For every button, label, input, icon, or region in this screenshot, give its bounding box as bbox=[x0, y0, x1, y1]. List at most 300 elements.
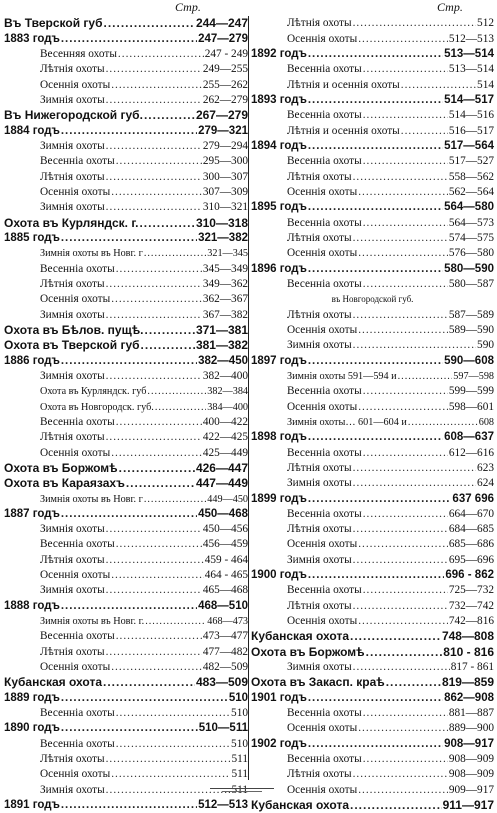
leader-dots bbox=[111, 568, 204, 583]
entry-pages: 295—300 bbox=[202, 155, 248, 168]
entry-pages: 748—808 bbox=[441, 629, 494, 644]
entry-label: Лѣтнія охоты bbox=[40, 753, 105, 766]
index-column-left bbox=[4, 16, 249, 812]
entry-pages: 612—616 bbox=[448, 446, 494, 459]
entry-pages: 449—450 bbox=[207, 493, 248, 505]
index-entry bbox=[251, 108, 494, 123]
entry-pages: 450—468 bbox=[198, 507, 248, 520]
index-entry bbox=[251, 736, 494, 751]
entry-label: 1883 годъ bbox=[4, 32, 60, 45]
entry-label: Зимнія охоты bbox=[40, 369, 105, 382]
entry-pages: 598—601 bbox=[448, 400, 494, 413]
leader-dots bbox=[116, 737, 230, 752]
index-entry bbox=[4, 384, 248, 399]
entry-label: Лѣтнія охоты bbox=[287, 523, 352, 536]
leader-dots bbox=[363, 384, 448, 399]
entry-pages: 608—637 bbox=[444, 431, 494, 444]
leader-dots bbox=[398, 369, 453, 384]
entry-label: 1892 годъ bbox=[251, 47, 307, 60]
end-rule-short bbox=[222, 791, 262, 792]
index-entry bbox=[4, 614, 248, 629]
index-entry bbox=[251, 292, 494, 307]
leader-dots bbox=[61, 798, 197, 813]
entry-label: Зимнія охоты bbox=[40, 584, 105, 597]
entry-label: 1889 годъ bbox=[4, 691, 60, 704]
entry-pages: 513—514 bbox=[448, 63, 494, 76]
index-entry bbox=[4, 461, 248, 476]
entry-pages: 249—255 bbox=[202, 63, 248, 76]
entry-pages: 425—449 bbox=[202, 446, 248, 459]
entry-pages: 512 bbox=[477, 17, 494, 30]
entry-pages: 908—909 bbox=[448, 768, 494, 781]
entry-label: Весенніа охоты bbox=[40, 155, 115, 168]
index-entry bbox=[4, 169, 248, 184]
index-entry bbox=[251, 353, 494, 368]
entry-label: Лѣтнія и осеннія охоты bbox=[287, 124, 400, 137]
page-column-header-left: Стр. bbox=[175, 0, 201, 14]
entry-pages: 465—468 bbox=[202, 584, 248, 597]
entry-label: Весенніа охоты bbox=[287, 109, 362, 122]
entry-label: 1886 годъ bbox=[4, 354, 60, 367]
entry-label: Зимнія охоты bbox=[287, 553, 352, 566]
leader-dots bbox=[353, 660, 450, 675]
entry-pages: 321—345 bbox=[207, 248, 248, 260]
leader-dots bbox=[363, 108, 448, 123]
entry-pages: 381—382 bbox=[195, 338, 248, 353]
entry-pages: 262—279 bbox=[202, 93, 248, 106]
entry-label: Весенніа охоты bbox=[40, 737, 115, 750]
leader-dots bbox=[61, 691, 228, 706]
entry-pages: 597—598 bbox=[453, 370, 494, 382]
leader-dots bbox=[61, 231, 197, 246]
entry-label: 1887 годъ bbox=[4, 507, 60, 520]
entry-pages: 464 - 465 bbox=[204, 569, 248, 582]
entry-label: Осеннія охоты bbox=[40, 661, 111, 674]
entry-label: Весенніа охоты bbox=[287, 507, 362, 520]
index-entry bbox=[4, 246, 248, 261]
entry-pages: 576—580 bbox=[448, 247, 494, 260]
leader-dots bbox=[353, 522, 448, 537]
entry-pages: 371—381 bbox=[195, 322, 248, 337]
entry-label: 1902 годъ bbox=[251, 737, 307, 750]
entry-label: Весенніа охоты bbox=[287, 753, 362, 766]
index-entry bbox=[4, 491, 248, 506]
index-entry bbox=[251, 31, 494, 46]
entry-label: Осеннія охоты bbox=[40, 446, 111, 459]
leader-dots bbox=[144, 246, 206, 261]
index-entry bbox=[251, 415, 494, 430]
entry-label: Весенніа охоты bbox=[40, 262, 115, 275]
leader-dots bbox=[358, 783, 448, 798]
entry-label: 1897 годъ bbox=[251, 354, 307, 367]
entry-label: Охота въ Новгородск. губ. bbox=[40, 401, 154, 413]
entry-label: Зимнія охоты… 601—604 и bbox=[287, 416, 407, 428]
leader-dots bbox=[111, 446, 202, 461]
leader-dots bbox=[147, 384, 206, 399]
entry-pages: 580—590 bbox=[444, 262, 494, 275]
entry-label: Лѣтнія охоты bbox=[40, 277, 105, 290]
index-entry bbox=[251, 123, 494, 138]
index-entry bbox=[251, 476, 494, 491]
index-entry bbox=[4, 675, 248, 690]
leader-dots bbox=[104, 16, 195, 31]
entry-pages: 382—384 bbox=[207, 386, 248, 398]
leader-dots bbox=[106, 783, 231, 798]
leader-dots bbox=[308, 691, 443, 706]
entry-label: Кубанская охота bbox=[4, 675, 103, 690]
index-entry bbox=[251, 507, 494, 522]
entry-label: Зимнія охоты bbox=[40, 201, 105, 214]
entry-label: Зимнія охоты bbox=[40, 523, 105, 536]
entry-label: Весенніа охоты bbox=[287, 385, 362, 398]
entry-label: Осеннія охоты bbox=[40, 569, 111, 582]
index-entry bbox=[251, 246, 494, 261]
leader-dots bbox=[111, 767, 230, 782]
leader-dots bbox=[353, 308, 448, 323]
index-entry bbox=[251, 154, 494, 169]
leader-dots bbox=[353, 338, 476, 353]
entry-label: Лѣтнія и осеннія охоты bbox=[287, 78, 400, 91]
entry-label: Весенніа охоты bbox=[287, 584, 362, 597]
leader-dots bbox=[358, 32, 448, 47]
entry-label: Зимнія охоты bbox=[287, 661, 352, 674]
leader-dots bbox=[106, 62, 202, 77]
entry-label: 1899 годъ bbox=[251, 492, 307, 505]
entry-label: Лѣтнія охоты bbox=[40, 170, 105, 183]
leader-dots bbox=[353, 170, 448, 185]
entry-label: Осеннія охоты bbox=[40, 185, 111, 198]
entry-label: Зимнія охоты въ Новг. г bbox=[40, 493, 143, 505]
entry-pages: 517—564 bbox=[444, 139, 494, 152]
entry-pages: 483—509 bbox=[195, 675, 248, 690]
index-entry bbox=[251, 169, 494, 184]
leader-dots bbox=[308, 262, 443, 277]
entry-pages: 321—382 bbox=[198, 231, 248, 244]
leader-dots bbox=[308, 139, 443, 154]
entry-pages: 624 bbox=[477, 477, 494, 490]
entry-pages: 685—686 bbox=[448, 538, 494, 551]
entry-pages: 511 bbox=[231, 768, 248, 781]
entry-label: Зимнія охоты bbox=[40, 93, 105, 106]
entry-pages: 732—742 bbox=[448, 599, 494, 612]
entry-label: 1896 годъ bbox=[251, 262, 307, 275]
entry-pages: 590 bbox=[477, 339, 494, 352]
leader-dots bbox=[106, 277, 202, 292]
entry-pages: 862—908 bbox=[444, 691, 494, 704]
index-entry bbox=[251, 77, 494, 92]
page-column-header-right: Стр. bbox=[437, 0, 463, 14]
leader-dots bbox=[116, 629, 202, 644]
leader-dots bbox=[106, 430, 202, 445]
entry-pages: 889—900 bbox=[448, 722, 494, 735]
index-entry bbox=[251, 598, 494, 613]
index-entry bbox=[4, 721, 248, 736]
entry-label: Лѣтнія охоты bbox=[287, 308, 352, 321]
entry-pages: 447—449 bbox=[195, 476, 248, 491]
leader-dots bbox=[308, 47, 443, 62]
leader-dots bbox=[116, 537, 202, 552]
entry-label: Весенніа охоты bbox=[40, 707, 115, 720]
index-entry bbox=[4, 231, 248, 246]
leader-dots bbox=[308, 737, 443, 752]
leader-dots bbox=[106, 200, 202, 215]
index-entry bbox=[251, 369, 494, 384]
index-entry bbox=[4, 782, 248, 797]
entry-pages: 695—696 bbox=[448, 553, 494, 566]
leader-dots bbox=[363, 706, 448, 721]
entry-label: Осеннія охоты bbox=[287, 32, 358, 45]
index-entry bbox=[251, 767, 494, 782]
index-entry bbox=[4, 123, 248, 138]
end-rule bbox=[210, 788, 274, 789]
entry-pages: 881—887 bbox=[448, 707, 494, 720]
index-entry bbox=[251, 522, 494, 537]
entry-label: Охота въ Бѣлов. пущѣ. bbox=[4, 322, 144, 337]
leader-dots bbox=[106, 553, 204, 568]
entry-label: Лѣтнія охоты bbox=[40, 431, 105, 444]
entry-pages: 459 - 464 bbox=[204, 553, 248, 566]
leader-dots bbox=[118, 47, 204, 62]
leader-dots bbox=[145, 323, 195, 338]
index-entry bbox=[4, 583, 248, 598]
leader-dots bbox=[308, 93, 443, 108]
index-entry bbox=[251, 552, 494, 567]
index-entry bbox=[4, 353, 248, 368]
entry-label: Охота въ Боржомѣ bbox=[4, 460, 118, 475]
index-entry bbox=[251, 200, 494, 215]
entry-pages: 909—917 bbox=[448, 783, 494, 796]
entry-pages: 310—321 bbox=[202, 201, 248, 214]
leader-dots bbox=[353, 231, 448, 246]
leader-dots bbox=[144, 492, 206, 507]
leader-dots bbox=[363, 446, 448, 461]
entry-label: Весенніа охоты bbox=[287, 155, 362, 168]
entry-pages: 911—917 bbox=[442, 798, 494, 813]
index-entry bbox=[4, 629, 248, 644]
entry-pages: 599—599 bbox=[448, 385, 494, 398]
entry-label: Осеннія охоты bbox=[287, 615, 358, 628]
index-entry bbox=[4, 62, 248, 77]
index-entry bbox=[251, 568, 494, 583]
leader-dots bbox=[366, 645, 443, 660]
leader-dots bbox=[61, 507, 197, 522]
leader-dots bbox=[408, 415, 478, 430]
entry-label: Осеннія охоты bbox=[40, 768, 111, 781]
entry-label: Зимнія охоты въ Новг. г bbox=[40, 248, 143, 260]
entry-label: Лѣтнія охоты bbox=[287, 170, 352, 183]
entry-pages: 345—349 bbox=[202, 262, 248, 275]
entry-label: 1901 годъ bbox=[251, 691, 307, 704]
index-entry bbox=[251, 675, 494, 690]
entry-label: Охота въ Курляндск. г. bbox=[4, 215, 139, 230]
entry-label: Зимнія охоты въ Новг. г. bbox=[40, 616, 145, 628]
entry-pages: 468—473 bbox=[207, 616, 248, 628]
entry-pages: 725—732 bbox=[448, 584, 494, 597]
index-entry bbox=[251, 384, 494, 399]
entry-label: 1895 годъ bbox=[251, 201, 307, 214]
entry-label: 1893 годъ bbox=[251, 93, 307, 106]
index-entry bbox=[4, 598, 248, 613]
index-entry bbox=[251, 644, 494, 659]
entry-pages: 384—400 bbox=[207, 401, 248, 413]
index-entry bbox=[4, 476, 248, 491]
entry-pages: 382—450 bbox=[198, 354, 248, 367]
leader-dots bbox=[353, 767, 448, 782]
leader-dots bbox=[363, 154, 448, 169]
entry-label: Охота въ Закасп. краѣ bbox=[251, 675, 385, 690]
entry-label: Весенніа охоты bbox=[40, 415, 115, 428]
entry-label: въ Новгородской губ. bbox=[331, 294, 414, 305]
leader-dots bbox=[111, 292, 202, 307]
entry-pages: 590—608 bbox=[444, 354, 494, 367]
entry-pages: 564—573 bbox=[448, 216, 494, 229]
entry-pages: 564—580 bbox=[444, 201, 494, 214]
leader-dots bbox=[363, 277, 448, 292]
index-entry bbox=[251, 277, 494, 292]
entry-pages: 247 - 249 bbox=[204, 47, 248, 60]
leader-dots bbox=[386, 675, 441, 690]
leader-dots bbox=[61, 599, 197, 614]
entry-pages: 608 bbox=[478, 416, 494, 428]
index-entry bbox=[4, 47, 248, 62]
index-entry bbox=[4, 292, 248, 307]
leader-dots bbox=[358, 537, 448, 552]
leader-dots bbox=[116, 706, 230, 721]
entry-pages: 362—367 bbox=[202, 293, 248, 306]
leader-dots bbox=[61, 721, 198, 736]
index-entry bbox=[251, 706, 494, 721]
index-entry bbox=[251, 782, 494, 797]
entry-pages: 511 bbox=[231, 753, 248, 766]
entry-label: Охота въ Боржомѣ bbox=[251, 644, 365, 659]
leader-dots bbox=[106, 369, 202, 384]
entry-pages: 558—562 bbox=[448, 170, 494, 183]
index-entry bbox=[4, 706, 248, 721]
leader-dots bbox=[350, 798, 442, 813]
leader-dots bbox=[358, 721, 448, 736]
leader-dots bbox=[363, 62, 448, 77]
index-entry bbox=[251, 445, 494, 460]
entry-label: Осеннія охоты bbox=[287, 323, 358, 336]
entry-label: 1884 годъ bbox=[4, 124, 60, 137]
entry-pages: 307—309 bbox=[202, 185, 248, 198]
index-entry bbox=[4, 185, 248, 200]
entry-label: Зимнія охоты 591—594 и bbox=[287, 370, 397, 382]
entry-pages: 450—456 bbox=[202, 523, 248, 536]
entry-label: Весенніа охоты bbox=[287, 446, 362, 459]
index-entry bbox=[251, 47, 494, 62]
index-entry bbox=[251, 629, 494, 644]
entry-pages: 517—527 bbox=[448, 155, 494, 168]
leader-dots bbox=[308, 354, 443, 369]
entry-pages: 513—514 bbox=[444, 47, 494, 60]
entry-pages: 817 - 861 bbox=[450, 661, 494, 674]
entry-label: Лѣтнія охоты bbox=[40, 63, 105, 76]
leader-dots bbox=[353, 599, 448, 614]
index-entry bbox=[4, 430, 248, 445]
leader-dots bbox=[350, 629, 441, 644]
leader-dots bbox=[106, 752, 231, 767]
leader-dots bbox=[106, 139, 202, 154]
entry-pages: 908—909 bbox=[448, 753, 494, 766]
leader-dots bbox=[111, 78, 202, 93]
index-entry bbox=[251, 215, 494, 230]
index-entry bbox=[4, 77, 248, 92]
entry-label: 1888 годъ bbox=[4, 599, 60, 612]
entry-pages: 510 bbox=[231, 737, 248, 750]
entry-label: Лѣтнія охоты bbox=[287, 231, 352, 244]
entry-pages: 580—587 bbox=[448, 277, 494, 290]
index-column-right bbox=[251, 16, 494, 813]
leader-dots bbox=[353, 461, 476, 476]
entry-pages: 367—382 bbox=[202, 308, 248, 321]
entry-label: Весенніа охоты bbox=[287, 216, 362, 229]
entry-label: Осеннія охоты bbox=[40, 78, 111, 91]
leader-dots bbox=[61, 124, 197, 139]
index-entry bbox=[4, 154, 248, 169]
entry-label: Лѣтнія охоты bbox=[287, 17, 352, 30]
entry-pages: 511 bbox=[231, 783, 248, 796]
leader-dots bbox=[116, 262, 202, 277]
entry-label: Лѣтнія охоты bbox=[40, 645, 105, 658]
index-entry bbox=[251, 537, 494, 552]
entry-pages: 742—816 bbox=[448, 615, 494, 628]
leader-dots bbox=[353, 553, 448, 568]
leader-dots bbox=[358, 246, 448, 261]
leader-dots bbox=[111, 660, 202, 675]
entry-label: 1894 годъ bbox=[251, 139, 307, 152]
entry-pages: 422—425 bbox=[202, 431, 248, 444]
index-entry bbox=[251, 307, 494, 322]
entry-pages: 456—459 bbox=[202, 538, 248, 551]
entry-label: 1900 годъ bbox=[251, 569, 307, 582]
index-entry bbox=[251, 338, 494, 353]
entry-pages: 510—511 bbox=[198, 722, 248, 735]
leader-dots bbox=[106, 583, 202, 598]
entry-label: Осеннія охоты bbox=[287, 538, 358, 551]
entry-pages: 510 bbox=[231, 707, 248, 720]
entry-pages: 684—685 bbox=[448, 523, 494, 536]
entry-label: Охота въ Тверской губ bbox=[4, 338, 140, 353]
index-entry bbox=[251, 461, 494, 476]
entry-pages: 382—400 bbox=[202, 369, 248, 382]
leader-dots bbox=[358, 614, 448, 629]
entry-pages: 426—447 bbox=[195, 460, 248, 475]
entry-label: Зимнія охоты bbox=[287, 339, 352, 352]
entry-label: 1891 годъ bbox=[4, 799, 60, 812]
index-entry bbox=[4, 108, 248, 123]
leader-dots bbox=[358, 323, 448, 338]
entry-label: 1885 годъ bbox=[4, 231, 60, 244]
index-entry bbox=[251, 323, 494, 338]
leader-dots bbox=[111, 185, 202, 200]
leader-dots bbox=[116, 415, 202, 430]
entry-pages: 589—590 bbox=[448, 323, 494, 336]
leader-dots bbox=[308, 492, 452, 507]
index-entry bbox=[251, 231, 494, 246]
leader-dots bbox=[363, 583, 448, 598]
index-entry bbox=[251, 721, 494, 736]
entry-pages: 510 bbox=[228, 691, 248, 704]
entry-pages: 468—510 bbox=[198, 599, 248, 612]
index-entry bbox=[251, 660, 494, 675]
index-entry bbox=[4, 261, 248, 276]
entry-label: Лѣтнія охоты bbox=[287, 461, 352, 474]
index-entry bbox=[4, 399, 248, 414]
leader-dots bbox=[401, 124, 448, 139]
entry-label: Кубанская охота bbox=[251, 798, 350, 813]
index-entry bbox=[251, 798, 494, 813]
